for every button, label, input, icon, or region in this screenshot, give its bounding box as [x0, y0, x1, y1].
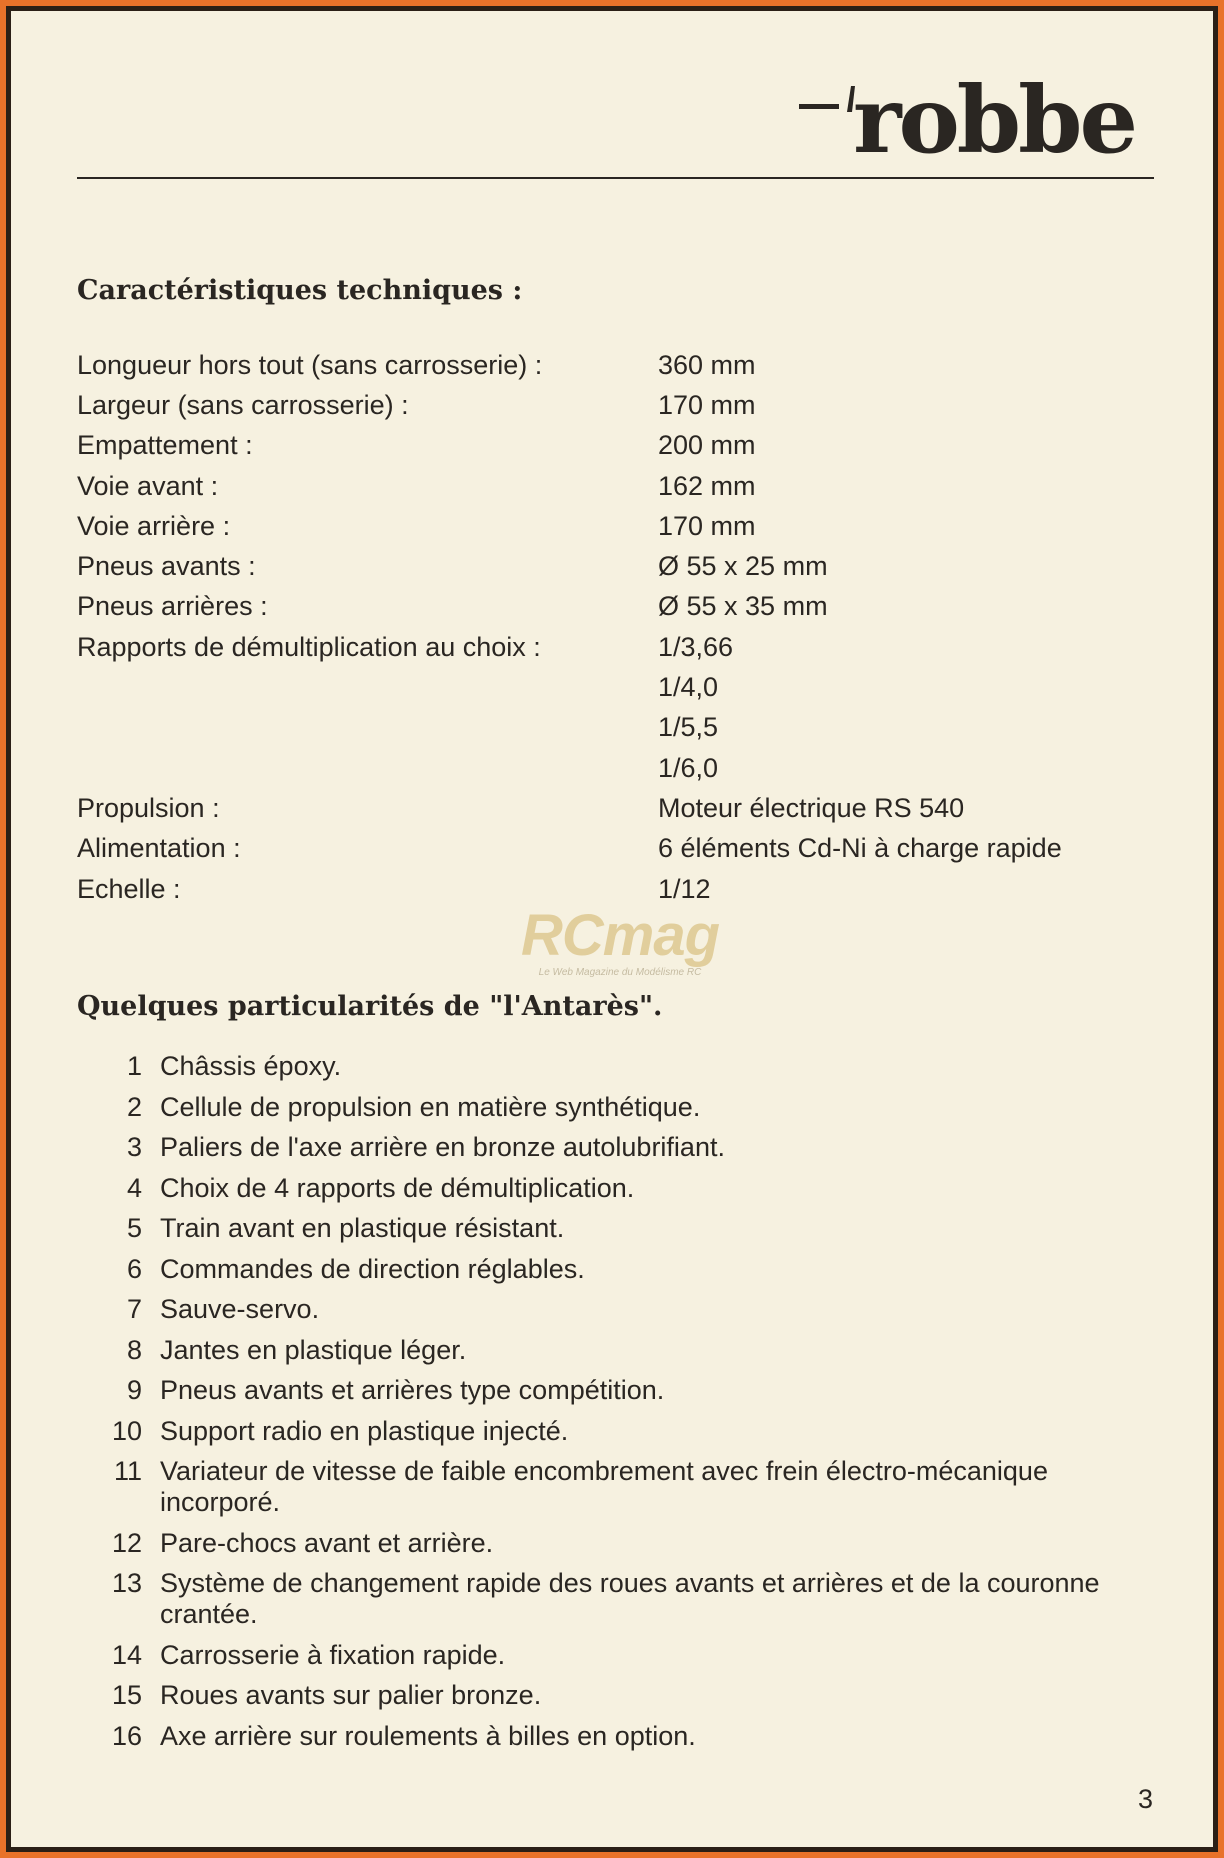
feature-number-text: 3 [126, 1132, 142, 1162]
spec-label: Pneus avants : [77, 551, 256, 582]
features-list [77, 1051, 1157, 1761]
spec-value: Ø 55 x 35 mm [658, 591, 828, 622]
feature-item [77, 1721, 1157, 1752]
spec-label: Echelle : [77, 873, 181, 904]
feature-number-text: 10 [111, 1415, 142, 1446]
feature-text: Axe arrière sur roulements à billes en option. [160, 1720, 696, 1751]
feature-number [77, 1528, 142, 1559]
spec-row [77, 506, 1157, 546]
feature-text: Train avant en plastique résistant. [160, 1213, 565, 1243]
feature-item [77, 1213, 1157, 1244]
feature-number [77, 1132, 142, 1163]
spec-label: Alimentation : [77, 833, 241, 864]
feature-number-text: 14 [111, 1639, 142, 1670]
feature-number [77, 1640, 142, 1671]
feature-number [77, 1568, 142, 1630]
page-frame [6, 6, 1218, 1852]
feature-number [77, 1213, 142, 1244]
spec-value: 1/4,0 [658, 672, 719, 703]
spec-value: 1/3,66 [658, 631, 734, 662]
feature-number [77, 1294, 142, 1325]
feature-number-text: 8 [126, 1334, 142, 1365]
feature-number-text: 11 [113, 1456, 142, 1486]
spec-label: Pneus arrières : [77, 591, 268, 622]
spec-label: Longueur hors tout (sans carrosserie) : [77, 349, 543, 380]
feature-number-text: 16 [111, 1720, 142, 1751]
spec-value: 170 mm [658, 389, 756, 420]
feature-text: Commandes de direction réglables. [160, 1253, 585, 1284]
feature-text: Variateur de vitesse de faible encombrement avec frein électro-mécanique incorporé. [160, 1456, 1048, 1517]
spec-row [77, 788, 1157, 828]
logo-text: robbe [852, 66, 1135, 174]
feature-number [77, 1721, 142, 1752]
spec-row [77, 587, 1157, 627]
spec-value: 1/5,5 [658, 712, 719, 743]
feature-text: Choix de 4 rapports de démultiplication. [160, 1172, 635, 1203]
feature-number [77, 1051, 142, 1082]
spec-label: Propulsion : [77, 792, 220, 823]
feature-text: Carrosserie à fixation rapide. [160, 1639, 506, 1670]
feature-text: Paliers de l'axe arrière en bronze autolubrifiant. [160, 1132, 725, 1162]
watermark [477, 903, 763, 978]
spec-value: 170 mm [658, 510, 756, 541]
spec-row [77, 546, 1157, 586]
spec-row [77, 385, 1157, 425]
spec-label: Largeur (sans carrosserie) : [77, 389, 409, 420]
spec-row [77, 345, 1157, 385]
spec-label: Empattement : [77, 430, 253, 461]
spec-label: Voie avant : [77, 470, 219, 501]
spec-row [77, 627, 1157, 667]
feature-text: Cellule de propulsion en matière synthétique. [160, 1091, 701, 1122]
feature-number-text: 1 [126, 1051, 142, 1081]
spec-value: 1/6,0 [658, 752, 719, 783]
feature-number-text: 6 [126, 1253, 142, 1284]
feature-text: Jantes en plastique léger. [160, 1334, 467, 1365]
feature-text: Pneus avants et arrières type compétition. [160, 1375, 665, 1405]
spec-label: Rapports de démultiplication au choix : [77, 631, 541, 662]
spec-value: Moteur électrique RS 540 [658, 792, 965, 823]
feature-item [77, 1092, 1157, 1123]
feature-item [77, 1173, 1157, 1204]
watermark-main: RCmag [520, 903, 720, 968]
feature-item [77, 1568, 1157, 1630]
document-sheet [11, 11, 1213, 1847]
feature-text: Sauve-servo. [160, 1294, 320, 1324]
page-number: 3 [1137, 1784, 1153, 1814]
spec-value: 6 éléments Cd-Ni à charge rapide [658, 833, 1062, 864]
feature-number [77, 1092, 142, 1123]
specs-table [77, 345, 1157, 909]
header-rule [77, 177, 1154, 179]
feature-text: Pare-chocs avant et arrière. [160, 1527, 494, 1558]
feature-number-text: 12 [111, 1527, 142, 1558]
spec-value: 1/12 [658, 873, 711, 904]
spec-label: Voie arrière : [77, 510, 231, 541]
feature-item [77, 1680, 1157, 1711]
spec-row [77, 667, 1157, 707]
feature-item [77, 1456, 1157, 1518]
feature-item [77, 1416, 1157, 1447]
feature-number [77, 1416, 142, 1447]
logo-dash-mark [799, 104, 839, 109]
feature-number [77, 1173, 142, 1204]
specs-heading: Caractéristiques techniques : [77, 275, 523, 306]
feature-item [77, 1051, 1157, 1082]
watermark-sub: Le Web Magazine du Modélisme RC [538, 967, 702, 978]
feature-item [77, 1132, 1157, 1163]
feature-text: Support radio en plastique injecté. [160, 1415, 569, 1446]
feature-number-text: 9 [126, 1375, 142, 1405]
feature-number-text: 15 [111, 1680, 142, 1710]
spec-row [77, 829, 1157, 869]
feature-number [77, 1335, 142, 1366]
robbe-logo [799, 66, 1135, 174]
feature-item [77, 1294, 1157, 1325]
feature-number-text: 13 [111, 1568, 142, 1598]
spec-value: 200 mm [658, 430, 756, 461]
feature-number [77, 1456, 142, 1518]
feature-number [77, 1375, 142, 1406]
feature-number-text: 7 [126, 1294, 142, 1324]
feature-item [77, 1528, 1157, 1559]
spec-value: Ø 55 x 25 mm [658, 551, 828, 582]
feature-number-text: 5 [126, 1213, 142, 1243]
spec-row [77, 708, 1157, 748]
feature-text: Système de changement rapide des roues avants et arrières et de la couronne crantée. [160, 1568, 1100, 1629]
feature-number [77, 1680, 142, 1711]
feature-item [77, 1375, 1157, 1406]
spec-value: 360 mm [658, 349, 756, 380]
feature-text: Châssis époxy. [160, 1051, 342, 1081]
feature-text: Roues avants sur palier bronze. [160, 1680, 542, 1710]
spec-value: 162 mm [658, 470, 756, 501]
spec-row [77, 466, 1157, 506]
feature-number-text: 2 [126, 1091, 142, 1122]
features-heading: Quelques particularités de "l'Antarès". [77, 991, 663, 1022]
feature-item [77, 1335, 1157, 1366]
feature-item [77, 1254, 1157, 1285]
spec-row [77, 426, 1157, 466]
feature-item [77, 1640, 1157, 1671]
feature-number [77, 1254, 142, 1285]
feature-number-text: 4 [126, 1172, 142, 1203]
spec-row [77, 748, 1157, 788]
logo-tick-icon [845, 84, 857, 112]
